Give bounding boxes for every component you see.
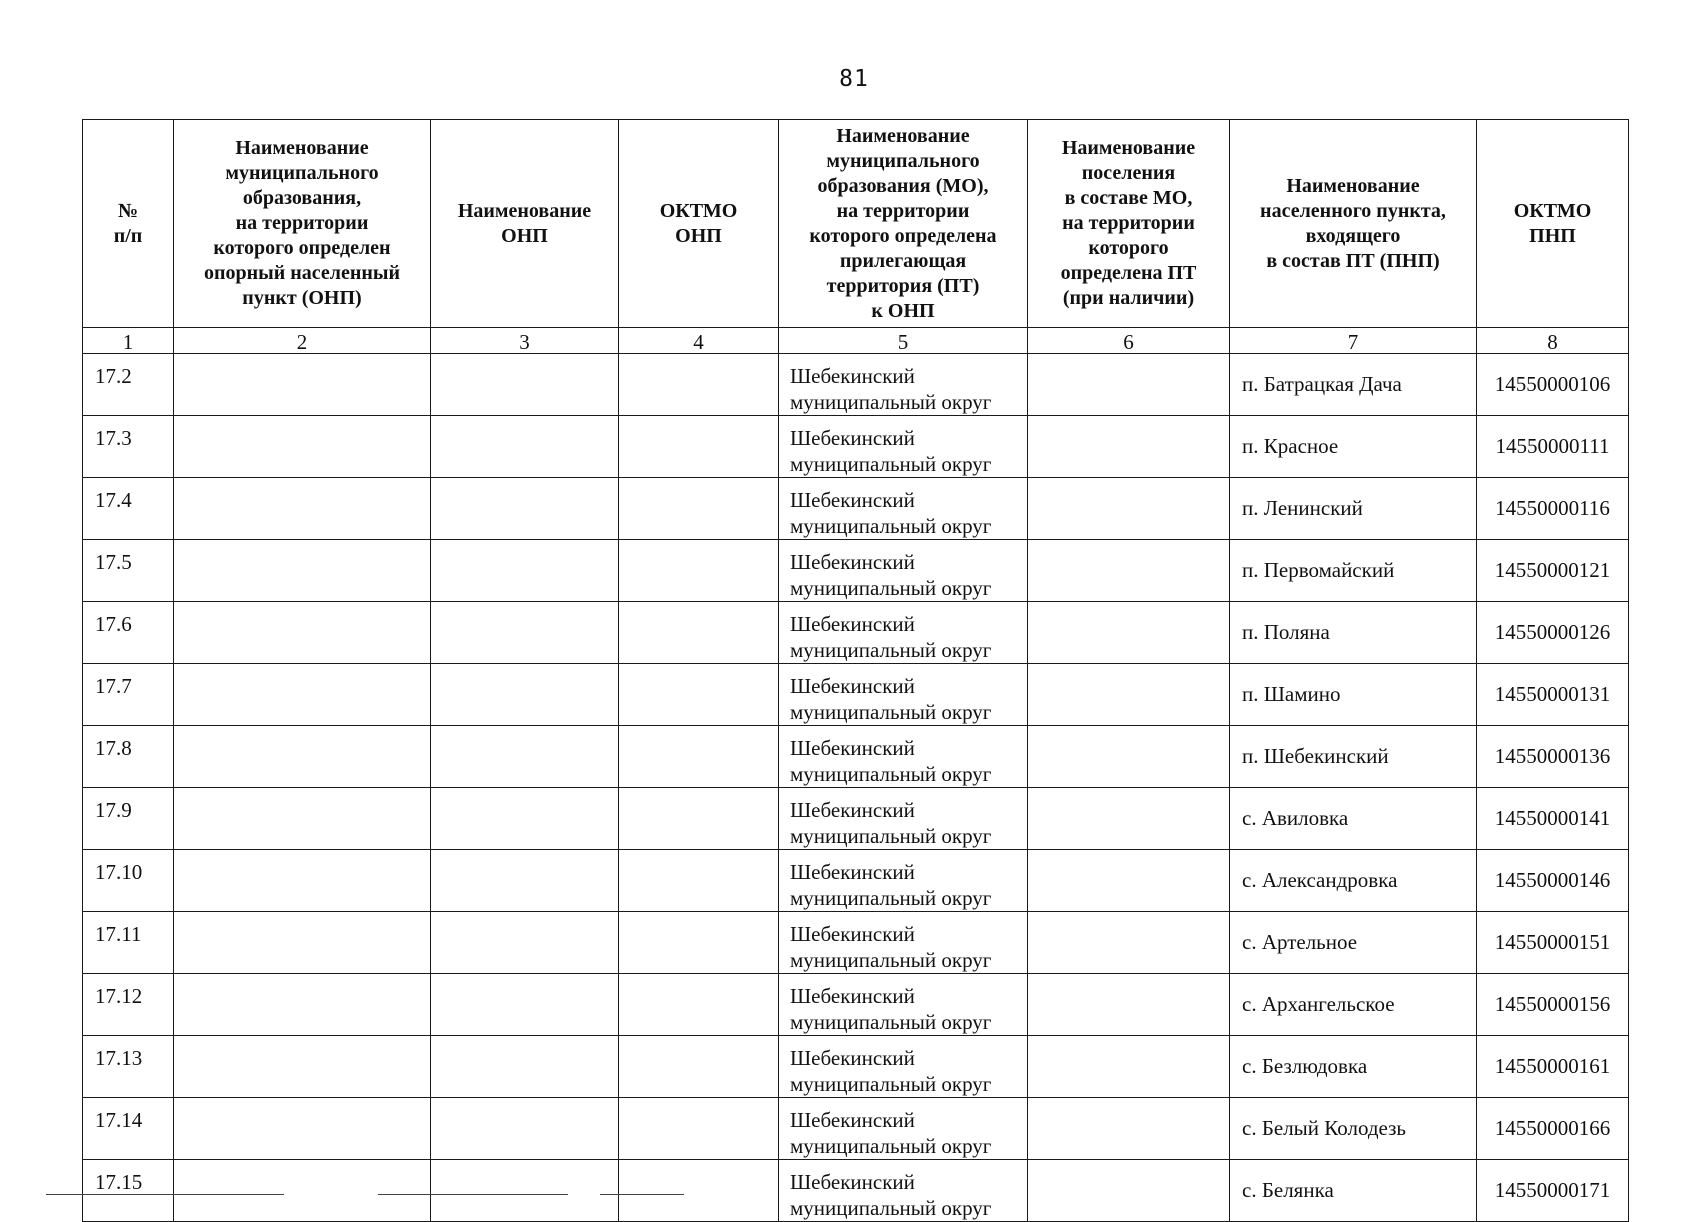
- oktmo-cell: 14550000136: [1477, 726, 1629, 788]
- table-row: [83, 788, 1629, 850]
- header-row: [83, 120, 1629, 328]
- empty-cell: [1028, 850, 1230, 912]
- municipality-cell: [779, 540, 1028, 602]
- oktmo-cell: 14550000111: [1477, 416, 1629, 478]
- row-number-cell: 17.13: [83, 1036, 174, 1098]
- empty-cell: [1028, 788, 1230, 850]
- settlement-name-cell: п. Шебекинский: [1230, 726, 1477, 788]
- empty-cell: [174, 1160, 431, 1222]
- oktmo-cell: 14550000166: [1477, 1098, 1629, 1160]
- empty-cell: [619, 1098, 779, 1160]
- row-number-cell: 17.5: [83, 540, 174, 602]
- table-row: [83, 354, 1629, 416]
- oktmo-cell: 14550000146: [1477, 850, 1629, 912]
- header-label: ОКТМО ПНП: [1513, 199, 1592, 247]
- row-number-cell: 17.3: [83, 416, 174, 478]
- table-row: [83, 416, 1629, 478]
- empty-cell: [174, 788, 431, 850]
- empty-cell: [1028, 602, 1230, 664]
- settlement-name-cell: с. Артельное: [1230, 912, 1477, 974]
- oktmo-cell: 14550000161: [1477, 1036, 1629, 1098]
- empty-cell: [174, 974, 431, 1036]
- empty-cell: [619, 974, 779, 1036]
- municipality-name: Шебекинский: [790, 1108, 915, 1132]
- empty-cell: [619, 664, 779, 726]
- row-number-cell: 17.8: [83, 726, 174, 788]
- municipality-name: Шебекинский: [790, 736, 915, 760]
- oktmo-cell: 14550000121: [1477, 540, 1629, 602]
- header-label: ОКТМО ОНП: [659, 199, 738, 247]
- oktmo-cell: 14550000126: [1477, 602, 1629, 664]
- header-cell-settlement: [1028, 120, 1230, 328]
- settlement-name-cell: п. Ленинский: [1230, 478, 1477, 540]
- empty-cell: [619, 602, 779, 664]
- municipality-cell: [779, 726, 1028, 788]
- empty-cell: [174, 478, 431, 540]
- footer-divider: [378, 1194, 568, 1195]
- table-row: [83, 1036, 1629, 1098]
- header-cell-onp-oktmo: [619, 120, 779, 328]
- table-row: [83, 602, 1629, 664]
- settlement-name-cell: п. Первомайский: [1230, 540, 1477, 602]
- empty-cell: [174, 912, 431, 974]
- header-cell-municipality-onp: [174, 120, 431, 328]
- empty-cell: [174, 664, 431, 726]
- municipality-cell: [779, 602, 1028, 664]
- empty-cell: [174, 1098, 431, 1160]
- municipality-name: Шебекинский: [790, 364, 915, 388]
- empty-cell: [1028, 974, 1230, 1036]
- column-number: 7: [1230, 328, 1477, 354]
- table-row: [83, 726, 1629, 788]
- settlement-name-cell: п. Шамино: [1230, 664, 1477, 726]
- oktmo-cell: 14550000156: [1477, 974, 1629, 1036]
- empty-cell: [1028, 478, 1230, 540]
- empty-cell: [619, 912, 779, 974]
- column-number: 2: [174, 328, 431, 354]
- oktmo-cell: 14550000116: [1477, 478, 1629, 540]
- header-label: Наименование ОНП: [457, 199, 592, 247]
- municipality-cell: [779, 1036, 1028, 1098]
- settlement-name-cell: с. Александровка: [1230, 850, 1477, 912]
- header-cell-number: [83, 120, 174, 328]
- empty-cell: [619, 416, 779, 478]
- empty-cell: [431, 974, 619, 1036]
- empty-cell: [619, 1036, 779, 1098]
- footer-divider: [600, 1194, 684, 1195]
- empty-cell: [1028, 664, 1230, 726]
- municipality-cell: [779, 974, 1028, 1036]
- empty-cell: [174, 850, 431, 912]
- empty-cell: [431, 1160, 619, 1222]
- municipality-cell: [779, 478, 1028, 540]
- municipality-type: муниципальный округ: [790, 390, 992, 414]
- page-number: 81: [839, 66, 869, 92]
- empty-cell: [174, 354, 431, 416]
- empty-cell: [431, 602, 619, 664]
- empty-cell: [431, 478, 619, 540]
- empty-cell: [1028, 540, 1230, 602]
- settlement-name-cell: с. Белый Колодезь: [1230, 1098, 1477, 1160]
- row-number-cell: 17.15: [83, 1160, 174, 1222]
- column-number: 3: [431, 328, 619, 354]
- empty-cell: [619, 354, 779, 416]
- header-label: № п/п: [113, 199, 143, 247]
- empty-cell: [619, 540, 779, 602]
- empty-cell: [431, 912, 619, 974]
- empty-cell: [1028, 1160, 1230, 1222]
- table-row: [83, 1098, 1629, 1160]
- municipality-type: муниципальный округ: [790, 824, 992, 848]
- table-row: [83, 1160, 1629, 1222]
- municipality-name: Шебекинский: [790, 984, 915, 1008]
- empty-cell: [174, 726, 431, 788]
- column-number-row: [83, 328, 1629, 354]
- empty-cell: [1028, 1036, 1230, 1098]
- empty-cell: [431, 416, 619, 478]
- empty-cell: [1028, 416, 1230, 478]
- column-number: 5: [779, 328, 1028, 354]
- row-number-cell: 17.4: [83, 478, 174, 540]
- row-number-cell: 17.9: [83, 788, 174, 850]
- column-number: 6: [1028, 328, 1230, 354]
- municipality-name: Шебекинский: [790, 1046, 915, 1070]
- empty-cell: [431, 354, 619, 416]
- municipality-type: муниципальный округ: [790, 1134, 992, 1158]
- settlement-name-cell: с. Белянка: [1230, 1160, 1477, 1222]
- row-number-cell: 17.14: [83, 1098, 174, 1160]
- header-label: Наименование поселения в составе МО, на территории которого определена ПТ (при наличии): [1060, 137, 1197, 309]
- table-row: [83, 540, 1629, 602]
- empty-cell: [619, 850, 779, 912]
- municipality-type: муниципальный округ: [790, 1196, 992, 1220]
- oktmo-cell: 14550000141: [1477, 788, 1629, 850]
- header-cell-pnp-oktmo: [1477, 120, 1629, 328]
- row-number-cell: 17.2: [83, 354, 174, 416]
- oktmo-cell: 14550000151: [1477, 912, 1629, 974]
- empty-cell: [619, 1160, 779, 1222]
- municipality-type: муниципальный округ: [790, 1072, 992, 1096]
- table-row: [83, 664, 1629, 726]
- settlement-name-cell: п. Батрацкая Дача: [1230, 354, 1477, 416]
- municipality-name: Шебекинский: [790, 550, 915, 574]
- municipality-cell: [779, 664, 1028, 726]
- row-number-cell: 17.6: [83, 602, 174, 664]
- empty-cell: [619, 788, 779, 850]
- municipality-cell: [779, 354, 1028, 416]
- table-row: [83, 974, 1629, 1036]
- municipality-cell: [779, 788, 1028, 850]
- municipality-cell: [779, 1098, 1028, 1160]
- empty-cell: [431, 1098, 619, 1160]
- empty-cell: [1028, 726, 1230, 788]
- header-label: Наименование муниципального образования (МО), на территории которого определена прилегающая территория (ПТ) к ОНП: [809, 124, 997, 322]
- row-number-cell: 17.10: [83, 850, 174, 912]
- empty-cell: [431, 726, 619, 788]
- empty-cell: [1028, 912, 1230, 974]
- municipality-cell: [779, 912, 1028, 974]
- municipality-name: Шебекинский: [790, 922, 915, 946]
- municipality-name: Шебекинский: [790, 488, 915, 512]
- municipality-cell: [779, 416, 1028, 478]
- municipality-name: Шебекинский: [790, 426, 915, 450]
- municipality-cell: [779, 850, 1028, 912]
- empty-cell: [619, 726, 779, 788]
- municipality-type: муниципальный округ: [790, 638, 992, 662]
- municipality-type: муниципальный округ: [790, 886, 992, 910]
- row-number-cell: 17.11: [83, 912, 174, 974]
- row-number-cell: 17.12: [83, 974, 174, 1036]
- settlement-name-cell: п. Красное: [1230, 416, 1477, 478]
- header-label: Наименование муниципального образования, на территории которого определен опорный населенный пункт (ОНП): [203, 137, 401, 309]
- empty-cell: [174, 540, 431, 602]
- empty-cell: [619, 478, 779, 540]
- municipality-name: Шебекинский: [790, 612, 915, 636]
- settlement-name-cell: с. Архангельское: [1230, 974, 1477, 1036]
- municipality-type: муниципальный округ: [790, 700, 992, 724]
- empty-cell: [174, 1036, 431, 1098]
- header-cell-onp-name: [431, 120, 619, 328]
- empty-cell: [174, 602, 431, 664]
- footer-divider: [46, 1194, 284, 1195]
- column-number: 1: [83, 328, 174, 354]
- column-number: 4: [619, 328, 779, 354]
- municipality-name: Шебекинский: [790, 674, 915, 698]
- settlement-name-cell: п. Поляна: [1230, 602, 1477, 664]
- municipality-type: муниципальный округ: [790, 1010, 992, 1034]
- header-cell-pnp-name: [1230, 120, 1477, 328]
- municipality-type: муниципальный округ: [790, 452, 992, 476]
- row-number-cell: 17.7: [83, 664, 174, 726]
- oktmo-cell: 14550000106: [1477, 354, 1629, 416]
- empty-cell: [431, 1036, 619, 1098]
- empty-cell: [431, 788, 619, 850]
- municipality-name: Шебекинский: [790, 1170, 915, 1194]
- settlement-name-cell: с. Безлюдовка: [1230, 1036, 1477, 1098]
- empty-cell: [431, 664, 619, 726]
- empty-cell: [174, 416, 431, 478]
- empty-cell: [431, 850, 619, 912]
- empty-cell: [1028, 354, 1230, 416]
- municipality-name: Шебекинский: [790, 860, 915, 884]
- oktmo-cell: 14550000171: [1477, 1160, 1629, 1222]
- municipality-cell: [779, 1160, 1028, 1222]
- header-label: Наименование населенного пункта, входящего в состав ПТ (ПНП): [1260, 174, 1446, 272]
- municipality-type: муниципальный округ: [790, 514, 992, 538]
- municipality-type: муниципальный округ: [790, 762, 992, 786]
- table-row: [83, 912, 1629, 974]
- oktmo-cell: 14550000131: [1477, 664, 1629, 726]
- header-cell-municipality-pt: [779, 120, 1028, 328]
- municipality-type: муниципальный округ: [790, 948, 992, 972]
- table-row: [83, 478, 1629, 540]
- settlement-name-cell: с. Авиловка: [1230, 788, 1477, 850]
- settlements-table: [82, 119, 1629, 1222]
- table-row: [83, 850, 1629, 912]
- table-body: [83, 354, 1629, 1222]
- empty-cell: [431, 540, 619, 602]
- empty-cell: [1028, 1098, 1230, 1160]
- municipality-name: Шебекинский: [790, 798, 915, 822]
- municipality-type: муниципальный округ: [790, 576, 992, 600]
- column-number: 8: [1477, 328, 1629, 354]
